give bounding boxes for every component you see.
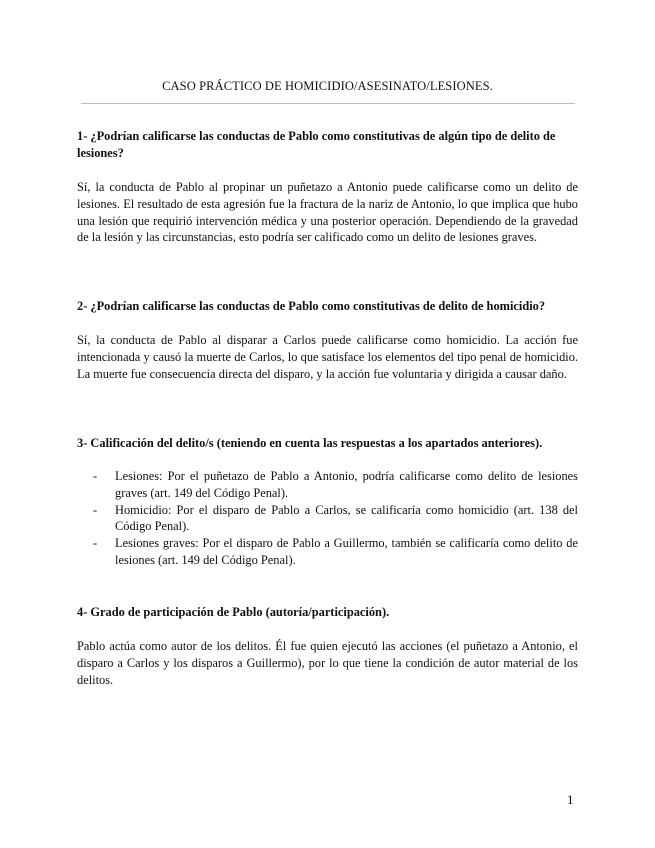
list-item-text: Lesiones graves: Por el disparo de Pablo a Guillermo, también se calificaría como delito de lesiones (art. 149 del Código Penal). [115,536,578,567]
list-bullet: - [93,502,98,517]
question-4-heading: 4- Grado de participación de Pablo (autoría/participación). [77,605,390,619]
list-item-text: Lesiones: Por el puñetazo de Pablo a Antonio, podría calificarse como delito de lesiones graves (art. 149 del Código Penal). [115,469,578,500]
question-2-heading: 2- ¿Podrían calificarse las conductas de Pablo como constitutivas de delito de homicidio? [77,299,546,313]
list-bullet: - [93,469,98,483]
title-divider [81,103,575,104]
answer-4-paragraph: Pablo actúa como autor de los delitos. Él fue quien ejecutó las acciones (el puñetazo a Antonio, el disparo a Carlos y los disparos a Guillermo), por lo que tiene la condición de autor material de los delitos. [77,639,578,687]
list-item [77,502,578,536]
question-1-heading: 1- ¿Podrían calificarse las conductas de Pablo como constitutivas de algún tipo de delito de lesiones? [77,129,556,160]
list-item [77,535,578,569]
list-item [77,468,578,502]
answer-1-paragraph: Sí, la conducta de Pablo al propinar un puñetazo a Antonio puede calificarse como un delito de lesiones. El resultado de esta agresión fue la fractura de la nariz de Antonio, lo que implica que hubo una lesión que requirió intervención médica y una posterior operación. Dependiendo de la gravedad de la lesión y las circunstancias, esto podría ser calificado como un delito de lesiones graves. [77,180,578,245]
answer-2-paragraph: Sí, la conducta de Pablo al disparar a Carlos puede calificarse como homicidio. La acción fue intencionada y causó la muerte de Carlos, lo que satisface los elementos del tipo penal de homicidio. La muerte fue consecuencia directa del disparo, y la acción fue voluntaria y dirigida a causar daño. [77,333,578,381]
question-3-heading: 3- Calificación del delito/s (teniendo en cuenta las respuestas a los apartados anteriores). [77,436,543,450]
list-bullet: - [93,536,98,551]
list-item-text: Homicidio: Por el disparo de Pablo a Carlos, se calificaría como homicidio (art. 138 del Código Penal). [115,502,578,534]
page-number: 1 [567,792,574,807]
classification-list [77,468,578,569]
document-title: CASO PRÁCTICO DE HOMICIDIO/ASESINATO/LESIONES. [162,79,493,93]
